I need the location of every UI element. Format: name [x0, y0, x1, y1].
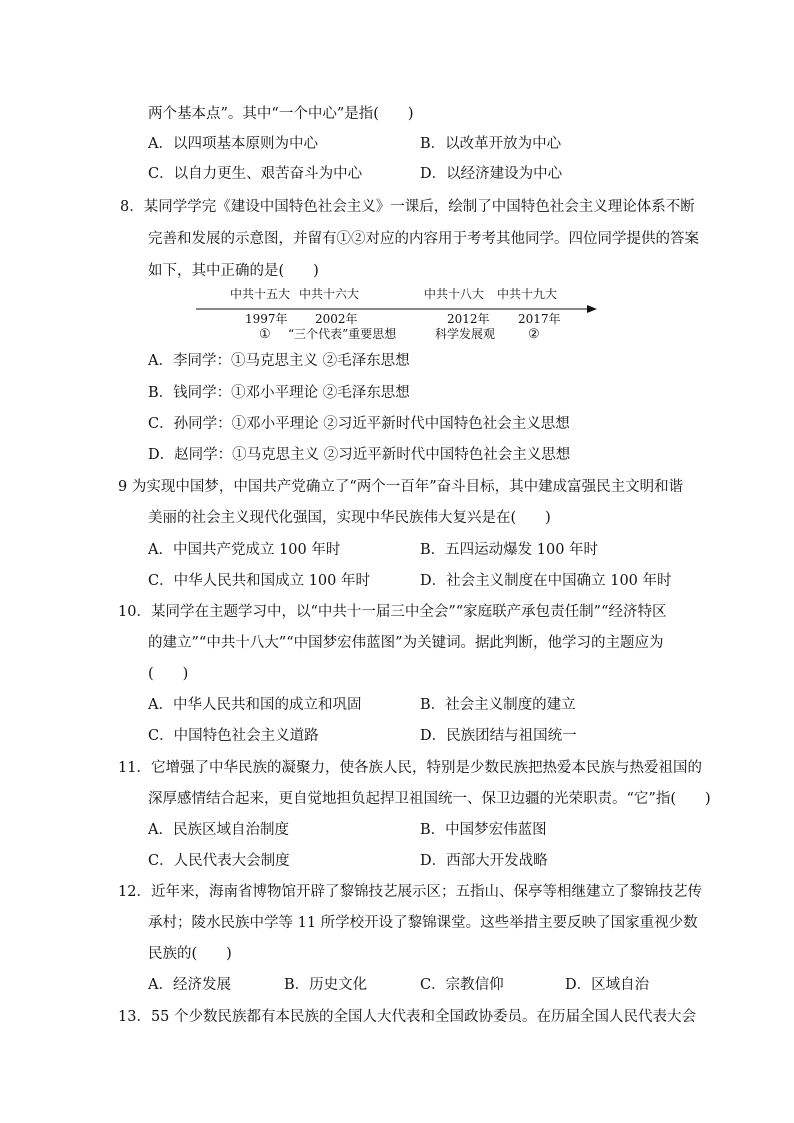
q8-stem-line1: 8．某同学学完《建设中国特色社会主义》一课后，绘制了中国特色社会主义理论体系不断 — [120, 199, 695, 215]
timeline-year-2017: 2017年 — [518, 312, 561, 326]
q10-option-b[interactable]: B．社会主义制度的建立 — [420, 697, 576, 713]
q8-stem-line3: 如下，其中正确的是( ) — [148, 263, 319, 279]
q10-option-d[interactable]: D．民族团结与祖国统一 — [420, 728, 577, 744]
q9-option-a[interactable]: A．中国共产党成立 100 年时 — [148, 542, 341, 558]
q12-option-b[interactable]: B．历史文化 — [284, 977, 368, 993]
q8-option-c[interactable]: C．孙同学：①邓小平理论 ②习近平新时代中国特色社会主义思想 — [148, 416, 570, 432]
q9-option-b[interactable]: B．五四运动爆发 100 年时 — [420, 542, 599, 558]
q8-stem-line2: 完善和发展的示意图，并留有①②对应的内容用于考考其他同学。四位同学提供的答案 — [148, 231, 699, 247]
q12-option-a[interactable]: A．经济发展 — [148, 977, 231, 993]
timeline-event-18th-congress: 中共十八大 — [424, 287, 485, 301]
q7-option-a[interactable]: A．以四项基本原则为中心 — [148, 136, 318, 152]
timeline-theory-three-represents: “三个代表”重要思想 — [288, 327, 397, 341]
q11-stem-line1: 11．它增强了中华民族的凝聚力，使各族人民，特别是少数民族把热爱本民族与热爱祖国的 — [118, 760, 702, 776]
q11-option-d[interactable]: D．西部大开发战略 — [420, 853, 548, 869]
q11-option-b[interactable]: B．中国梦宏伟蓝图 — [420, 822, 547, 838]
q9-option-d[interactable]: D．社会主义制度在中国确立 100 年时 — [420, 573, 672, 589]
timeline-event-15th-congress: 中共十五大 — [230, 287, 291, 301]
q9-stem-line2: 美丽的社会主义现代化强国，实现中华民族伟大复兴是在( ) — [148, 510, 551, 526]
timeline-event-19th-congress: 中共十九大 — [497, 287, 558, 301]
q10-stem-line3: ( ) — [148, 666, 189, 682]
q10-option-c[interactable]: C．中国特色社会主义道路 — [148, 728, 319, 744]
timeline-theory-1: ① — [259, 327, 271, 342]
q12-stem-line2: 承村；陵水民族中学等 11 所学校开设了黎锦课堂。这些举措主要反映了国家重视少数 — [148, 915, 698, 931]
timeline-event-16th-congress: 中共十六大 — [299, 287, 360, 301]
q9-option-c[interactable]: C．中华人民共和国成立 100 年时 — [148, 573, 370, 589]
q7-stem-continuation: 两个基本点”。其中“一个中心”是指( ) — [148, 106, 414, 122]
q12-option-c[interactable]: C．宗教信仰 — [420, 977, 504, 993]
q11-option-c[interactable]: C．人民代表大会制度 — [148, 853, 290, 869]
q12-stem-line1: 12．近年来，海南省博物馆开辟了黎锦技艺展示区；五指山、保亭等相继建立了黎锦技艺传 — [118, 884, 702, 900]
q10-option-a[interactable]: A．中华人民共和国的成立和巩固 — [148, 697, 362, 713]
q7-option-b[interactable]: B．以改革开放为中心 — [420, 136, 562, 152]
q8-option-a[interactable]: A．李同学：①马克思主义 ②毛泽东思想 — [148, 353, 410, 369]
q13-stem-line1: 13．55 个少数民族都有本民族的全国人大代表和全国政协委员。在历届全国人民代表大会 — [118, 1009, 697, 1025]
q11-stem-line2: 深厚感情结合起来，更自觉地担负起捍卫祖国统一、保卫边疆的光荣职责。“它”指( ) — [148, 791, 711, 807]
timeline-theory-scientific-development: 科学发展观 — [435, 327, 496, 341]
timeline-year-1997: 1997年 — [245, 312, 288, 326]
q10-stem-line2: 的建立”“中共十八大”“中国梦宏伟蓝图”为关键词。据此判断，他学习的主题应为 — [148, 635, 664, 651]
q12-option-d[interactable]: D．区域自治 — [565, 977, 650, 993]
q10-stem-line1: 10．某同学在主题学习中，以“中共十一届三中全会”“家庭联产承包责任制”“经济特区 — [118, 604, 667, 620]
q12-stem-line3: 民族的( ) — [148, 946, 232, 962]
q7-option-c[interactable]: C．以自力更生、艰苦奋斗为中心 — [148, 166, 363, 182]
timeline-theory-2: ② — [528, 327, 540, 342]
q8-option-d[interactable]: D．赵同学：①马克思主义 ②习近平新时代中国特色社会主义思想 — [148, 447, 571, 463]
q8-timeline-diagram — [0, 284, 794, 344]
timeline-year-2002: 2002年 — [315, 312, 358, 326]
q8-option-b[interactable]: B．钱同学：①邓小平理论 ②毛泽东思想 — [148, 385, 410, 401]
timeline-year-2012: 2012年 — [447, 312, 490, 326]
q7-option-d[interactable]: D．以经济建设为中心 — [420, 166, 563, 182]
q11-option-a[interactable]: A．民族区域自治制度 — [148, 822, 289, 838]
q9-stem-line1: 9 为实现中国梦，中国共产党确立了“两个一百年”奋斗目标，其中建成富强民主文明和谐 — [118, 479, 684, 495]
